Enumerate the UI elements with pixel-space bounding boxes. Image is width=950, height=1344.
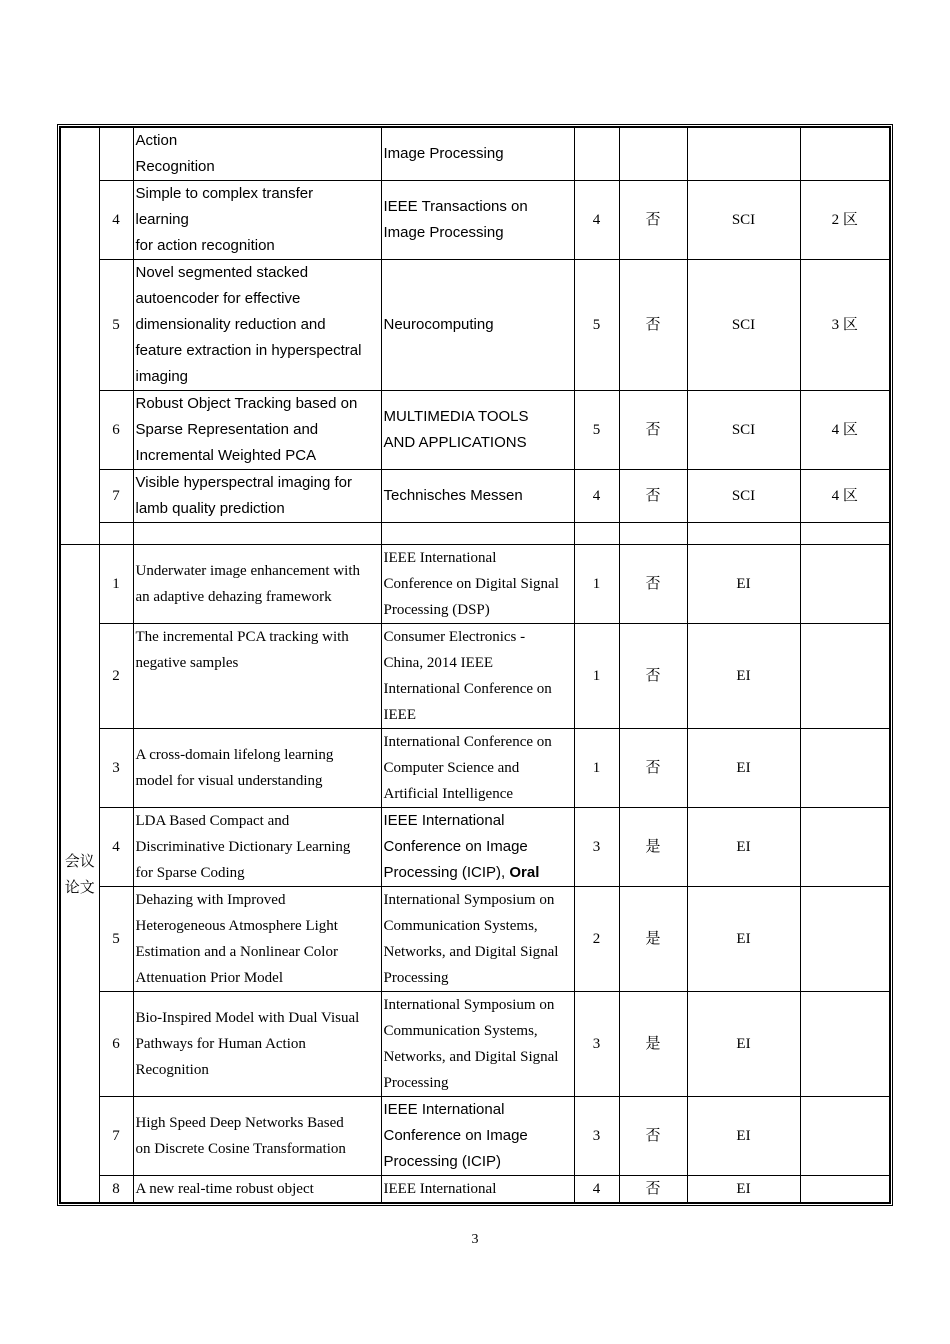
venue-line: Image Processing	[383, 145, 504, 162]
first-author-flag: 否	[619, 260, 687, 391]
first-author-flag: 是	[619, 887, 687, 992]
venue	[381, 887, 574, 992]
venue-line: Networks, and Digital Signal	[383, 1049, 559, 1065]
row-index: 7	[99, 470, 133, 523]
title-line: feature extraction in hyperspectral	[135, 342, 362, 359]
index-type: SCI	[687, 391, 800, 470]
title-line: Heterogeneous Atmosphere Light	[135, 918, 338, 934]
publication-table	[59, 126, 891, 1204]
author-count: 3	[574, 1097, 619, 1176]
venue-line: IEEE International	[383, 1101, 505, 1118]
author-count: 3	[574, 992, 619, 1097]
title-line: Estimation and a Nonlinear Color	[135, 944, 338, 960]
title-line: Visible hyperspectral imaging for	[135, 474, 352, 491]
venue-line: MULTIMEDIA TOOLS	[383, 408, 529, 425]
venue	[381, 1176, 574, 1204]
venue-line: International Symposium on	[383, 997, 555, 1013]
venue-line: Neurocomputing	[383, 316, 494, 333]
category-line: 论文	[64, 877, 95, 896]
venue	[381, 470, 574, 523]
title-line: Action	[135, 132, 178, 149]
title-line: Recognition	[135, 158, 215, 175]
category-line: 会议	[64, 851, 95, 870]
index-type: SCI	[687, 181, 800, 260]
venue-line: Communication Systems,	[383, 918, 538, 934]
row-index: 8	[99, 1176, 133, 1204]
table-row	[60, 1176, 890, 1204]
index-type: EI	[687, 624, 800, 729]
row-index: 5	[99, 260, 133, 391]
venue-line: Communication Systems,	[383, 1023, 538, 1039]
venue-line: IEEE International	[383, 1181, 497, 1197]
venue	[381, 181, 574, 260]
title-line: A cross-domain lifelong learning	[135, 747, 334, 763]
author-count: 5	[574, 260, 619, 391]
venue-line-with-tag	[384, 860, 572, 886]
title-line: on Discrete Cosine Transformation	[135, 1141, 346, 1157]
title-line: Sparse Representation and	[135, 421, 319, 438]
first-author-flag: 否	[619, 391, 687, 470]
title-line: A new real-time robust object	[135, 1181, 314, 1197]
jcr-zone	[800, 992, 890, 1097]
venue	[381, 808, 574, 887]
venue-line: International Symposium on	[383, 892, 555, 908]
author-count: 1	[574, 624, 619, 729]
conference-category-cell	[60, 545, 99, 1204]
title-line: Discriminative Dictionary Learning	[135, 839, 351, 855]
author-count: 4	[574, 470, 619, 523]
venue	[381, 545, 574, 624]
venue-line: Networks, and Digital Signal	[383, 944, 559, 960]
venue-line: Conference on Image	[383, 1127, 528, 1144]
author-count: 3	[574, 808, 619, 887]
paper-title	[133, 887, 381, 992]
title-line: High Speed Deep Networks Based	[135, 1115, 344, 1131]
first-author-flag: 否	[619, 181, 687, 260]
title-line: Recognition	[135, 1062, 209, 1078]
index-type: EI	[687, 545, 800, 624]
jcr-zone	[800, 624, 890, 729]
venue-line: Processing	[383, 970, 449, 986]
venue-line: IEEE	[383, 707, 416, 723]
first-author-flag: 否	[619, 1097, 687, 1176]
title-line: lamb quality prediction	[135, 500, 285, 517]
first-author-flag: 否	[619, 624, 687, 729]
paper-title	[133, 260, 381, 391]
title-line: imaging	[135, 368, 189, 385]
venue-line: Processing	[383, 1075, 449, 1091]
index-type: EI	[687, 887, 800, 992]
venue-line: Consumer Electronics -	[383, 629, 526, 645]
empty-separator-row	[60, 523, 890, 545]
venue-line: International Conference on	[383, 734, 552, 750]
first-author-flag	[619, 127, 687, 181]
author-count: 1	[574, 545, 619, 624]
title-line: Bio-Inspired Model with Dual Visual	[135, 1010, 360, 1026]
venue	[381, 127, 574, 181]
author-count: 4	[574, 1176, 619, 1204]
jcr-zone	[800, 545, 890, 624]
venue-line: Conference on Digital Signal	[383, 576, 559, 592]
venue	[381, 624, 574, 729]
table-row	[60, 887, 890, 992]
title-line: Attenuation Prior Model	[135, 970, 283, 986]
venue-line: Artificial Intelligence	[383, 786, 514, 802]
author-count: 4	[574, 181, 619, 260]
author-count: 5	[574, 391, 619, 470]
title-line: LDA Based Compact and	[135, 813, 290, 829]
title-line: an adaptive dehazing framework	[135, 589, 332, 605]
author-count	[574, 127, 619, 181]
venue-line: AND APPLICATIONS	[383, 434, 527, 451]
jcr-zone: 4 区	[800, 470, 890, 523]
paper-title	[133, 1097, 381, 1176]
venue	[381, 260, 574, 391]
author-count: 1	[574, 729, 619, 808]
paper-title	[133, 624, 381, 729]
index-type: EI	[687, 992, 800, 1097]
row-index	[99, 127, 133, 181]
first-author-flag: 否	[619, 729, 687, 808]
jcr-zone	[800, 127, 890, 181]
row-index: 2	[99, 624, 133, 729]
first-author-flag: 是	[619, 992, 687, 1097]
table-row	[60, 470, 890, 523]
row-index: 3	[99, 729, 133, 808]
paper-title	[133, 1176, 381, 1204]
jcr-zone: 2 区	[800, 181, 890, 260]
index-type: SCI	[687, 260, 800, 391]
title-line: Incremental Weighted PCA	[135, 447, 317, 464]
row-index: 4	[99, 808, 133, 887]
venue	[381, 391, 574, 470]
title-line: Simple to complex transfer	[135, 185, 314, 202]
venue-line: Technisches Messen	[383, 487, 523, 504]
paper-title	[133, 729, 381, 808]
row-index: 1	[99, 545, 133, 624]
paper-title	[133, 992, 381, 1097]
index-type	[687, 127, 800, 181]
table-row	[60, 1097, 890, 1176]
index-type: EI	[687, 1176, 800, 1204]
venue-line: Processing (ICIP),	[383, 864, 510, 881]
row-index: 6	[99, 992, 133, 1097]
jcr-zone	[800, 808, 890, 887]
title-line: Underwater image enhancement with	[135, 563, 360, 579]
jcr-zone: 4 区	[800, 391, 890, 470]
title-line: The incremental PCA tracking with	[135, 629, 349, 645]
first-author-flag: 否	[619, 545, 687, 624]
jcr-zone	[800, 887, 890, 992]
index-type: SCI	[687, 470, 800, 523]
table-row	[60, 391, 890, 470]
index-type: EI	[687, 729, 800, 808]
title-line: for Sparse Coding	[135, 865, 245, 881]
index-type: EI	[687, 1097, 800, 1176]
venue-line: Image Processing	[383, 224, 504, 241]
title-line: autoencoder for effective	[135, 290, 301, 307]
paper-title	[133, 181, 381, 260]
venue-line: Processing (DSP)	[383, 602, 490, 618]
paper-title	[133, 545, 381, 624]
venue	[381, 1097, 574, 1176]
paper-title	[133, 127, 381, 181]
title-line: Pathways for Human Action	[135, 1036, 306, 1052]
jcr-zone	[800, 1097, 890, 1176]
row-index: 5	[99, 887, 133, 992]
oral-tag: Oral	[509, 864, 540, 881]
venue-line: Computer Science and	[383, 760, 520, 776]
index-type: EI	[687, 808, 800, 887]
author-count: 2	[574, 887, 619, 992]
title-line: Novel segmented stacked	[135, 264, 309, 281]
venue-line: China, 2014 IEEE	[383, 655, 494, 671]
row-index: 6	[99, 391, 133, 470]
table-row	[60, 545, 890, 624]
first-author-flag: 否	[619, 1176, 687, 1204]
venue-line: International Conference on	[383, 681, 552, 697]
paper-title	[133, 470, 381, 523]
row-index: 7	[99, 1097, 133, 1176]
table-row	[60, 127, 890, 181]
title-line: dimensionality reduction and	[135, 316, 326, 333]
table-row	[60, 808, 890, 887]
paper-title	[133, 808, 381, 887]
first-author-flag: 是	[619, 808, 687, 887]
page-number: 3	[471, 1232, 479, 1247]
venue-line: Processing (ICIP)	[383, 1153, 502, 1170]
venue-line: IEEE International	[383, 550, 497, 566]
table-row	[60, 260, 890, 391]
title-line: negative samples	[135, 655, 239, 671]
table-row	[60, 992, 890, 1097]
first-author-flag: 否	[619, 470, 687, 523]
title-line: Robust Object Tracking based on	[135, 395, 358, 412]
venue-line: IEEE International	[383, 812, 505, 829]
table-row	[60, 624, 890, 729]
title-line: learning	[135, 211, 189, 228]
journal-category-cell	[60, 127, 99, 545]
row-index: 4	[99, 181, 133, 260]
jcr-zone	[800, 1176, 890, 1204]
venue-line: Conference on Image	[383, 838, 528, 855]
venue	[381, 992, 574, 1097]
venue	[381, 729, 574, 808]
table-row	[60, 729, 890, 808]
paper-title	[133, 391, 381, 470]
table-row	[60, 181, 890, 260]
title-line: model for visual understanding	[135, 773, 323, 789]
title-line: for action recognition	[135, 237, 275, 254]
venue-line: IEEE Transactions on	[383, 198, 528, 215]
jcr-zone	[800, 729, 890, 808]
title-line: Dehazing with Improved	[135, 892, 286, 908]
jcr-zone: 3 区	[800, 260, 890, 391]
